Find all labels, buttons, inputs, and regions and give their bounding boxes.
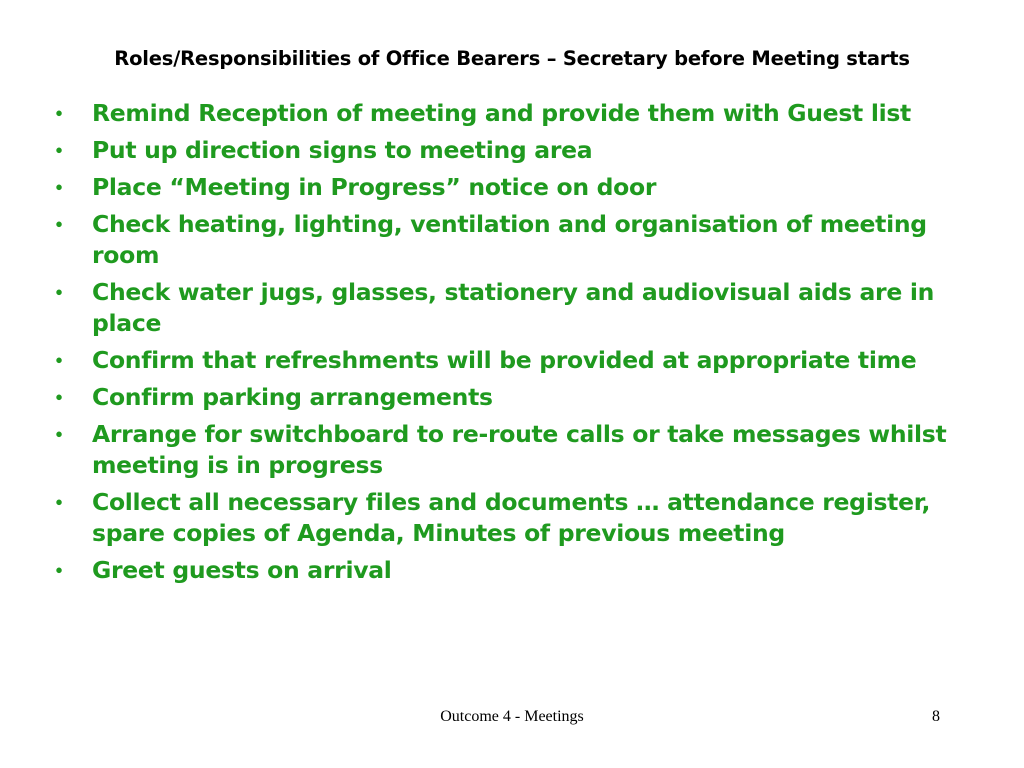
bullet-text: Confirm parking arrangements: [92, 383, 493, 411]
bullet-item: [55, 209, 995, 271]
bullet-item: [55, 172, 995, 203]
bullet-text: Check heating, lighting, ventilation and organisation of meeting room: [92, 210, 935, 269]
bullet-item: [55, 135, 995, 166]
bullet-dot: •: [55, 138, 63, 163]
bullet-dot: •: [55, 101, 63, 126]
bullet-text: Confirm that refreshments will be provided at appropriate time: [92, 346, 917, 374]
bullet-text: Check water jugs, glasses, stationery and audiovisual aids are in place: [92, 278, 935, 337]
bullet-item: [55, 277, 995, 339]
bullet-text: Arrange for switchboard to re-route calls or take messages whilst meeting is in progress: [92, 420, 947, 479]
bullet-text: Collect all necessary files and documents … attendance register, spare copies of Agenda, Minutes of previous meeting: [92, 488, 931, 547]
bullet-dot: •: [55, 490, 63, 515]
bullet-dot: •: [55, 348, 63, 373]
bullet-text: Greet guests on arrival: [92, 556, 392, 584]
slide-number: 8: [932, 708, 940, 725]
bullet-dot: •: [55, 280, 63, 305]
footer-text: Outcome 4 - Meetings: [440, 708, 584, 725]
slide-title: Roles/Responsibilities of Office Bearers – Secretary before Meeting starts: [114, 47, 910, 70]
bullet-item: [55, 419, 995, 481]
bullet-dot: •: [55, 212, 63, 237]
bullet-text: Place “Meeting in Progress” notice on door: [92, 173, 657, 201]
bullet-item: [55, 98, 995, 129]
bullet-dot: •: [55, 175, 63, 200]
bullet-item: [55, 487, 995, 549]
bullet-dot: •: [55, 385, 63, 410]
bullet-dot: •: [55, 422, 63, 447]
bullet-item: [55, 555, 995, 586]
bullet-item: [55, 345, 995, 376]
bullet-text: Put up direction signs to meeting area: [92, 136, 593, 164]
bullet-list: [55, 98, 995, 592]
bullet-text: Remind Reception of meeting and provide them with Guest list: [92, 99, 911, 127]
bullet-item: [55, 382, 995, 413]
bullet-dot: •: [55, 558, 63, 583]
